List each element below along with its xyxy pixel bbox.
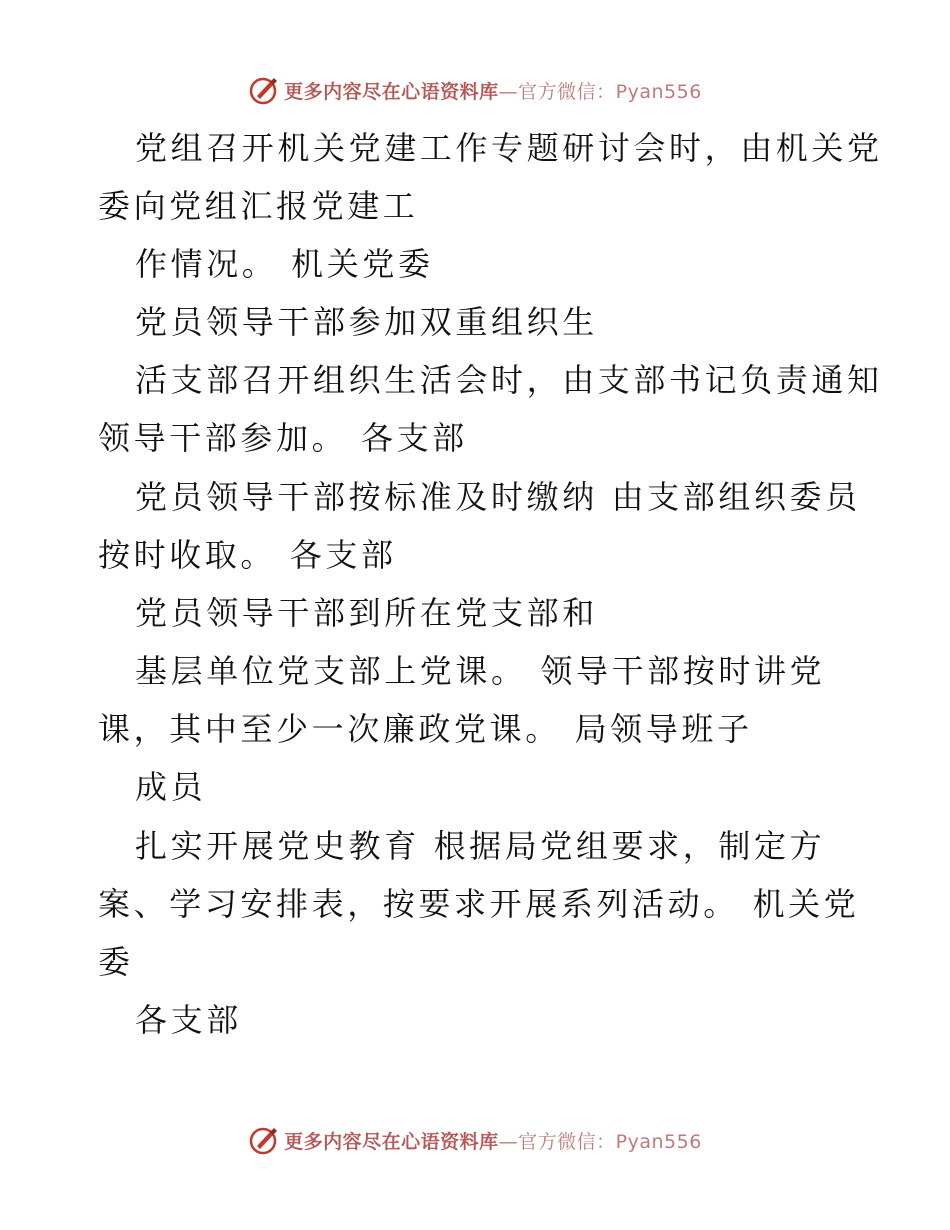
header-watermark [0,70,950,110]
body-line: 党员领导干部参加双重组织生 [135,303,598,341]
body-line: 党员领导干部到所在党支部和 [135,594,598,632]
body-line: 党员领导干部按标准及时缴纳 由支部组织委员 [135,478,861,516]
body-line: 按时收取。 各支部 [98,536,397,574]
watermark-text [284,77,702,104]
pen-logo-icon [248,74,280,106]
pen-logo-icon [248,1124,280,1156]
body-line: 作情况。 机关党委 [135,245,434,283]
body-line: 各支部 [135,1001,242,1039]
body-line: 扎实开展党史教育 根据局党组要求，制定方 [135,827,826,865]
body-line: 委向党组汇报党建工 [98,187,419,225]
watermark-dash: — [498,80,519,103]
body-line: 案、学习安排表，按要求开展系列活动。 机关党 [98,885,860,923]
body-line: 基层单位党支部上党课。 领导干部按时讲党 [135,652,826,690]
watermark-wechat-text: 官方微信：Pyan556 [518,1130,702,1153]
watermark-site-text: 更多内容尽在心语资料库 [284,80,499,103]
body-line: 党组召开机关党建工作专题研讨会时，由机关党 [135,129,883,167]
body-line: 委 [98,943,134,981]
watermark-wechat-text: 官方微信：Pyan556 [518,80,702,103]
body-line: 活支部召开组织生活会时，由支部书记负责通知 [135,361,883,399]
body-line: 领导干部参加。 各支部 [98,419,468,457]
watermark-site-text: 更多内容尽在心语资料库 [284,1130,499,1153]
watermark-text [284,1127,702,1154]
watermark-dash: — [498,1130,519,1153]
body-line: 课，其中至少一次廉政党课。 局领导班子 [98,710,753,748]
footer-watermark [0,1120,950,1160]
body-line: 成员 [135,768,207,806]
